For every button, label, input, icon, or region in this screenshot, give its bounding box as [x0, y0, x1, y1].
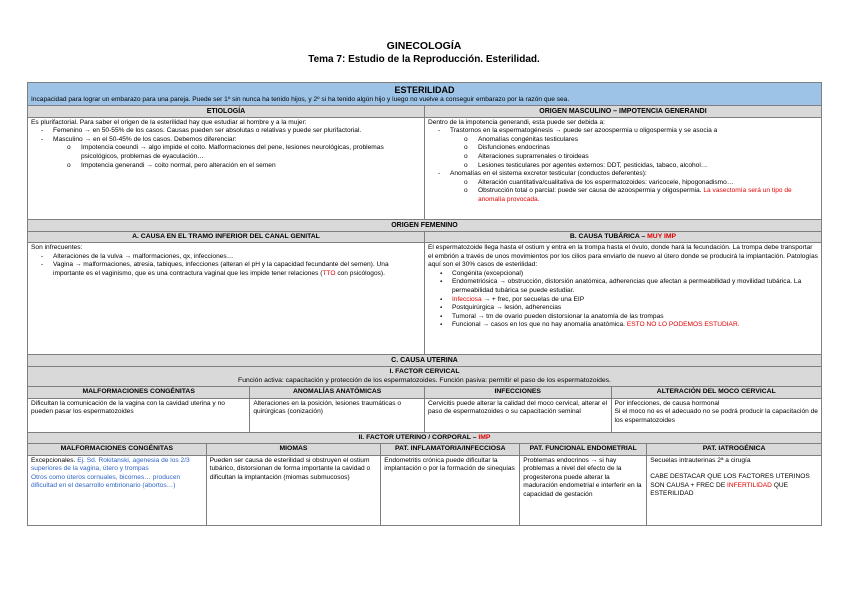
trastorno-4: o Lesiones testiculares por agentes externos: DDT, pesticidas, tabaco, alcohol… [478, 162, 818, 171]
uteros-cornuales-note: Otros como úteros cornuales, bicornes… producen dificultad en el desarrollo embrionario (abortos…) [31, 473, 181, 490]
etiologia-cell [28, 117, 425, 219]
etiologia-header: ETIOLOGÍA [28, 105, 425, 117]
causa-b-intro: El espermatozoide llega hasta el ostium y entra en la trompa hasta el óvulo, donde hará la fecundación. La trompa debe transportar el embrión a través de unos movimientos por los cilios para enviarlo de nuevo al útero donde se producirá la implantación. Patologías aquí son el 30% casos de esterilidad: [427, 244, 818, 269]
femenino-header: ORIGEN FEMENINO [28, 219, 822, 231]
causa-a-list [31, 253, 421, 279]
factor-corporal-header [28, 432, 822, 444]
anomalia-2-text: Obstrucción total o parcial: puede ser causa de azoospermia y oligospermia. [477, 187, 702, 195]
document-title: GINECOLOGÍA [386, 40, 462, 52]
moco-text-1: Por infecciones, de causa hormonal [614, 399, 720, 407]
destacar-text-end: QUE ESTERILIDAD [650, 481, 789, 498]
etiologia-masculino [53, 136, 421, 170]
masculino-intro: Dentro de la impotencia generandi, esta puede ser debida a: [427, 118, 606, 126]
causa-b-cell [424, 243, 821, 355]
trastorno-3: o Alteraciones suprarrenales o tiroideas [478, 153, 818, 162]
anomalias-item [450, 170, 818, 204]
tubarica-3 [452, 296, 818, 305]
causa-b-title: B. CAUSA TUBÁRICA – [569, 232, 648, 240]
masculino-list [428, 127, 818, 204]
tubarica-5: ▪ Tumoral → tm de ovario pueden distorsionar la anatomía de las trompas [452, 313, 818, 322]
tubarica-2: ▪ Endometriósica → obstrucción, distorsión anatómica, adherencias que afectan a permeabilidad y movilidad tubárica. La permeabilidad tubárica se puede estudiar. [452, 278, 818, 295]
corporal-col-3-header: PAT. INFLAMATORIA/INFECCIOSA [381, 444, 520, 456]
document-subtitle: Tema 7: Estudio de la Reproducción. Esterilidad. [308, 54, 540, 65]
etiologia-femenino: - Femenino → en 50-55% de los casos. Causas pueden ser absolutas o relativas y puede ser plurifactorial. [53, 127, 421, 136]
factor-corporal-title: II. FACTOR UTERINO / CORPORAL – [358, 433, 479, 441]
corporal-col-3: Endometritis crónica puede dificultar la implantación o por la formación de sinequias [381, 455, 520, 525]
cervical-col-4 [611, 398, 821, 432]
corporal-col-2-header: MIOMAS [206, 444, 381, 456]
factor-cervical-header [28, 367, 822, 387]
vagina-item [53, 261, 421, 278]
cervical-col-2-header: ANOMALÍAS ANATÓMICAS [250, 387, 425, 399]
causa-a-intro: Son infrecuentes: [31, 244, 83, 252]
anomalia-2 [478, 187, 818, 204]
no-estudiar-note: ESTO NO LO PODEMOS ESTUDIAR. [626, 321, 740, 329]
infecciosa-label: Infecciosa [451, 295, 482, 303]
corporal-col-5 [647, 455, 822, 525]
masculino-cell [424, 117, 821, 219]
tubarica-1: ▪ Congénita (excepcional) [452, 270, 818, 279]
corporal-col-1-header: MALFORMACIONES CONGÉNITAS [28, 444, 207, 456]
causa-a-cell [28, 243, 425, 355]
anomalia-1: o Alteración cuantitativa/cualitativa de los espermatozoides: varicocele, hipogonadismo… [478, 179, 818, 188]
trastornos-sub-list [450, 136, 818, 170]
malformaciones-text: Excepcionales. [31, 456, 78, 464]
anomalias-sub-list [450, 179, 818, 205]
factor-corporal-imp: IMP [478, 433, 491, 441]
cervical-col-3-header: INFECCIONES [424, 387, 611, 399]
impotencia-generandi: o Impotencia generandi → coito normal, pero alteración en el semen [81, 162, 421, 171]
factor-cervical-desc: Función activa: capacitación y protección de los espermatozoides. Función pasiva: permitir el paso de los espermatozoides. [238, 376, 611, 384]
rokitanski-example: Ej. Sd. Rokitanski, agenesia de los 2/3 superiores de la vagina, útero y trompas [31, 456, 190, 473]
vulva-item: - Alteraciones de la vulva → malformaciones, qx, infecciones… [53, 253, 421, 262]
corporal-col-5-header: PAT. IATROGÉNICA [647, 444, 822, 456]
esterilidad-header [28, 83, 822, 106]
spacer [650, 465, 818, 473]
trastorno-2: o Disfunciones endocrinas [478, 144, 818, 153]
funcional-text: Funcional → casos en los que no hay anomalía anatómica. [451, 321, 625, 329]
destacar-note [650, 473, 818, 499]
anomalias-text: Anomalías en el sistema excretor testicular (conductos deferentes): [449, 170, 647, 178]
vagina-text-end: con psicólogos). [335, 269, 385, 277]
trastornos-item [450, 127, 818, 170]
esterilidad-title: ESTERILIDAD [394, 85, 455, 95]
etiologia-masculino-text: Masculino → en el 50-45% de los casos. Debemos diferenciar: [53, 135, 237, 143]
corporal-col-4-header: PAT. FUNCIONAL ENDOMETRIAL [520, 444, 647, 456]
infecciosa-text: → + frec, por secuelas de una EIP [481, 295, 585, 303]
tto-label: TTO [322, 269, 336, 277]
cervical-col-4-header: ALTERACIÓN DEL MOCO CERVICAL [611, 387, 821, 399]
corporal-col-2: Pueden ser causa de esterilidad si obstruyen el ostium tubárico, distorsionan de forma importante la cavidad o dificultan la implantación (miomas submucosos) [206, 455, 381, 525]
tubarica-4: ▪ Postquirúrgica → lesión, adherencias [452, 304, 818, 313]
cervical-col-2: Alteraciones en la posición, lesiones traumáticas o quirúrgicas (conización) [250, 398, 425, 432]
corporal-col-4: Problemas endocrinos → si hay problemas a nivel del efecto de la progesterona puede alterar la maduración endometrial e interferir en la capacidad de gestación [520, 455, 647, 525]
corporal-col-1 [28, 455, 207, 525]
cervical-col-3: Cervicitis puede alterar la calidad del moco cervical, alterar el paso de espermatozoides o su capacitación seminal [424, 398, 611, 432]
cervical-col-1: Dificultan la comunicación de la vagina con la cavidad uterina y no pueden pasar los espermatozoides [28, 398, 250, 432]
factor-cervical-title: I. FACTOR CERVICAL [389, 368, 460, 376]
esterilidad-table [27, 82, 822, 526]
moco-text-2: Si el moco no es el adecuado no se podrá producir la capacitación de los espermatozoides [614, 408, 818, 424]
trastorno-1: o Anomalías congénitas testiculares [478, 136, 818, 145]
destacar-text: CABE DESTACAR QUE LOS FACTORES UTERINOS SON CAUSA + FREC DE [650, 473, 810, 489]
causa-b-header [424, 231, 821, 243]
causa-b-muy-imp: MUY IMP [647, 232, 677, 240]
tubarica-6 [452, 321, 818, 330]
impotencia-coeundi: o Impotencia coeundi → algo impide el coito. Malformaciones del pene, lesiones neurológicas, problemas psicológicos, problemas de eyaculación… [81, 144, 421, 161]
esterilidad-definition: Incapacidad para lograr un embarazo para una pareja. Puede ser 1º sin nunca ha tenido hijos, y 2º si ha tenido algún hijo y luego no vuelve a conseguir embarazo por la razón que sea. [31, 96, 570, 103]
iatrogenica-text: Secuelas intrauterinas 2ª a cirugía [650, 456, 751, 464]
causa-b-list [428, 270, 818, 330]
vasectomia-note: La vasectomía será un tipo de anomalía provocada. [477, 187, 792, 203]
masculino-sub-list [53, 144, 421, 170]
trastornos-text: Trastornos en la espermatogénesis → puede ser azoospermia u oligospermia y se asocia a [449, 127, 718, 135]
etiologia-intro: Es plurifactorial. Para saber el origen de la esterilidad hay que estudiar al hombre y a la mujer: [31, 118, 307, 126]
masculino-header: ORIGEN MASCULINO – IMPOTENCIA GENERANDI [424, 105, 821, 117]
causa-a-header: A. CAUSA EN EL TRAMO INFERIOR DEL CANAL GENITAL [28, 231, 425, 243]
cervical-col-1-header: MALFORMACIONES CONGÉNITAS [28, 387, 250, 399]
infertilidad-word: INFERTILIDAD [727, 481, 772, 489]
vagina-text: Vagina → malformaciones, atresia, tabiques, infecciones (alteran el pH y la capacidad fecundante del semen). Una importante es el vaginismo, que es una contractura vaginal que les impide tener relaciones ( [53, 261, 389, 277]
causa-uterina-header: C. CAUSA UTERINA [28, 355, 822, 367]
etiologia-list [31, 127, 421, 170]
